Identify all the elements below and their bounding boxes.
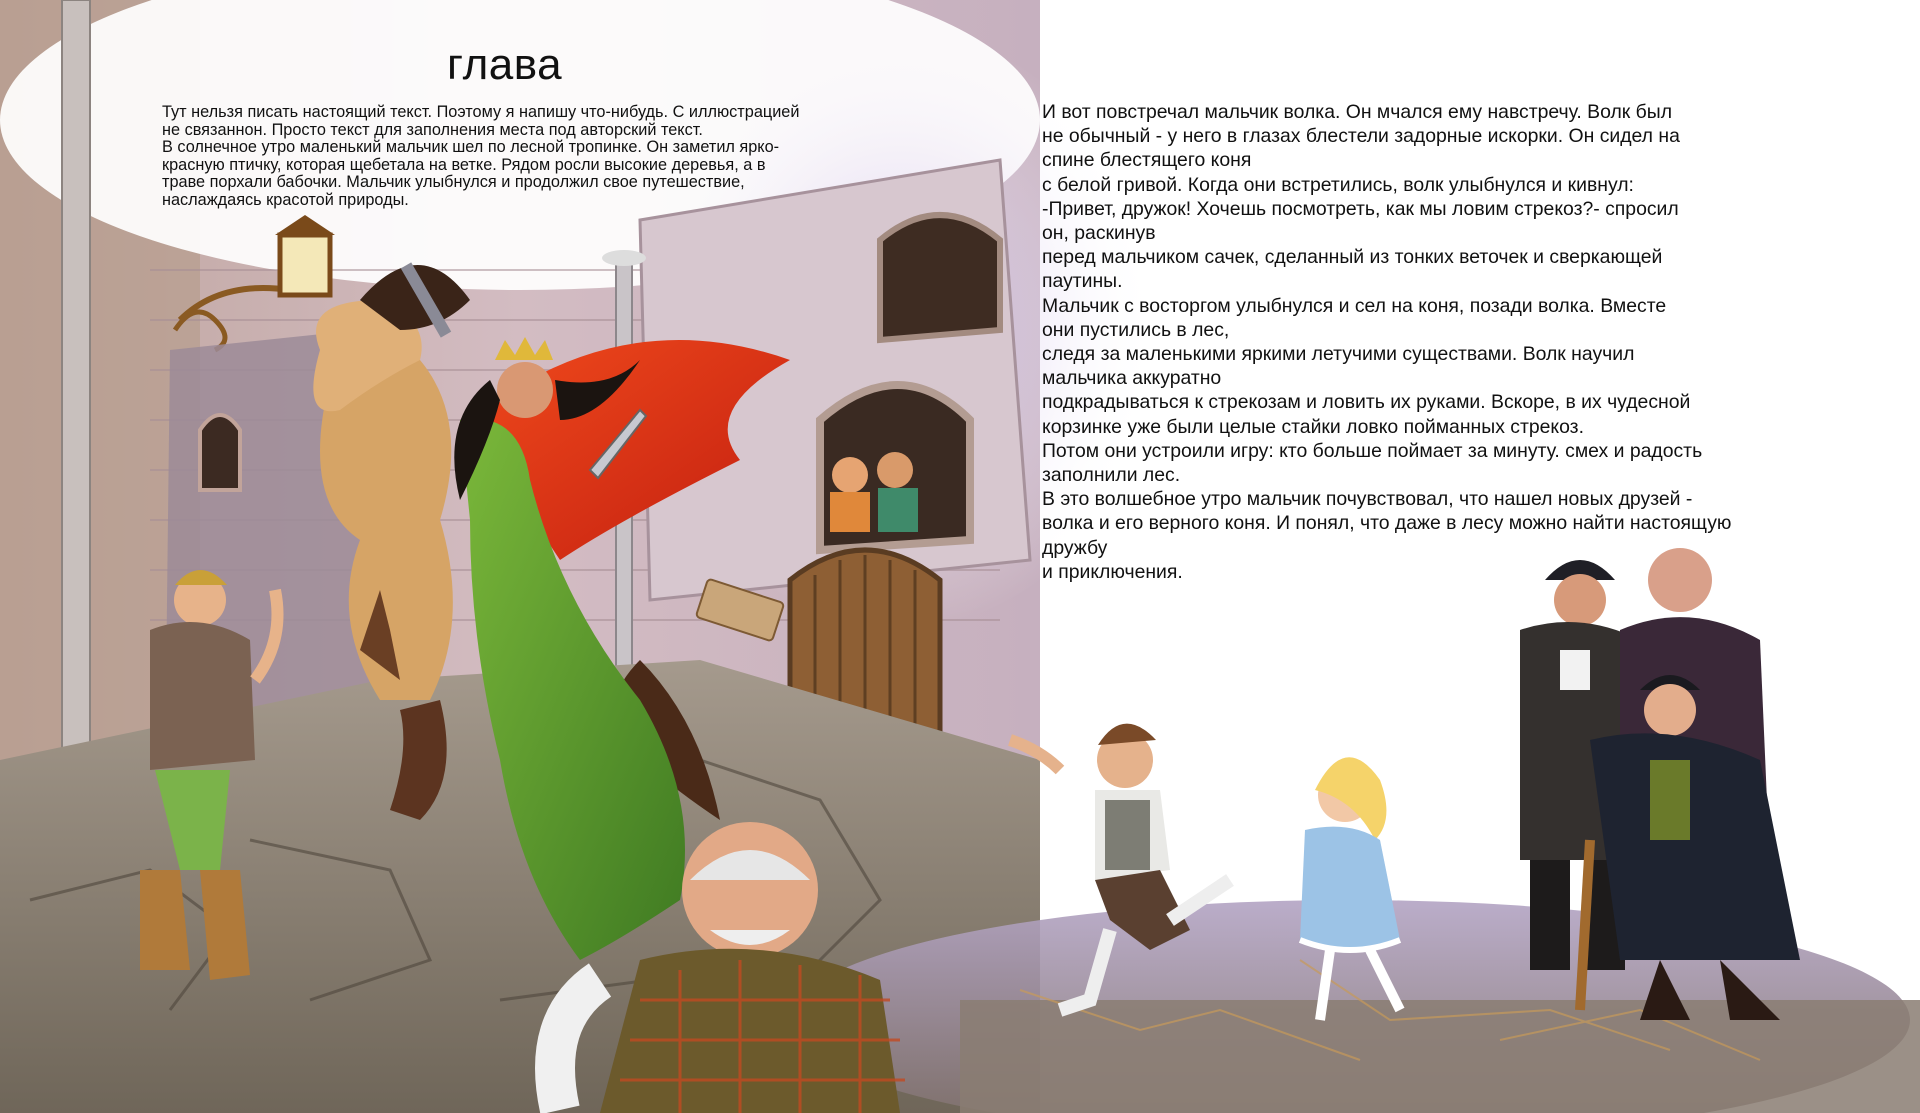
right-page-text [1042, 100, 1842, 584]
text-line: не связаннон. Просто текст для заполнения места под авторский текст. [162, 120, 703, 139]
text-line: он, раскинув [1042, 222, 1156, 245]
text-line: подкрадываться к стрекозам и ловить их руками. Вскоре, в их чудесной [1042, 391, 1691, 414]
text-line: -Привет, дружок! Хочешь посмотреть, как мы ловим стрекоз?- спросил [1042, 197, 1679, 220]
arched-window-top [880, 215, 1000, 340]
text-line: корзинке уже были целые стайки ловко пойманных стрекоз. [1042, 415, 1584, 438]
text-line: траве порхали бабочки. Мальчик улыбнулся и продолжил свое путешествие, [162, 173, 745, 192]
text-line: перед мальчиком сачек, сделанный из тонких веточек и сверкающей [1042, 246, 1663, 269]
text-line: паутины. [1042, 270, 1123, 293]
text-line: Мальчик с восторгом улыбнулся и сел на коня, позади волка. Вместе [1042, 294, 1667, 317]
text-line: И вот повстречал мальчик волка. Он мчался ему навстречу. Волк был [1042, 101, 1673, 123]
left-page-text [162, 104, 882, 210]
text-line: с белой гривой. Когда они встретились, волк улыбнулся и кивнул: [1042, 173, 1634, 196]
text-line: не обычный - у него в глазах блестели задорные искорки. Он сидел на [1042, 125, 1680, 148]
text-line: и приключения. [1042, 560, 1183, 583]
text-line: мальчика аккуратно [1042, 367, 1222, 390]
text-line: красную птичку, которая щебетала на ветке. Рядом росли высокие деревья, а в [162, 155, 766, 174]
text-line: спине блестящего коня [1042, 149, 1252, 172]
text-line: они пустились в лес, [1042, 318, 1230, 341]
text-line: дружбу [1042, 536, 1108, 559]
text-line: заполнили лес. [1042, 464, 1181, 487]
text-line: В это волшебное утро мальчик почувствовал, что нашел новых друзей - [1042, 488, 1693, 511]
chapter-title: глава [447, 40, 563, 89]
child-face-1 [832, 457, 868, 493]
text-line: следя за маленькими яркими летучими существами. Волк научил [1042, 343, 1635, 366]
text-line: Тут нельзя писать настоящий текст. Поэтому я напишу что-нибудь. С иллюстрацией [162, 103, 800, 121]
text-line: Потом они устроили игру: кто больше поймает за минуту. смех и радость [1042, 439, 1703, 462]
text-line: волка и его верного коня. И понял, что даже в лесу можно найти настоящую [1042, 512, 1732, 535]
text-line: наслаждаясь красотой природы. [162, 190, 409, 209]
text-line: В солнечное утро маленький мальчик шел по лесной тропинке. Он заметил ярко- [162, 138, 780, 157]
child-face-2 [877, 452, 913, 488]
